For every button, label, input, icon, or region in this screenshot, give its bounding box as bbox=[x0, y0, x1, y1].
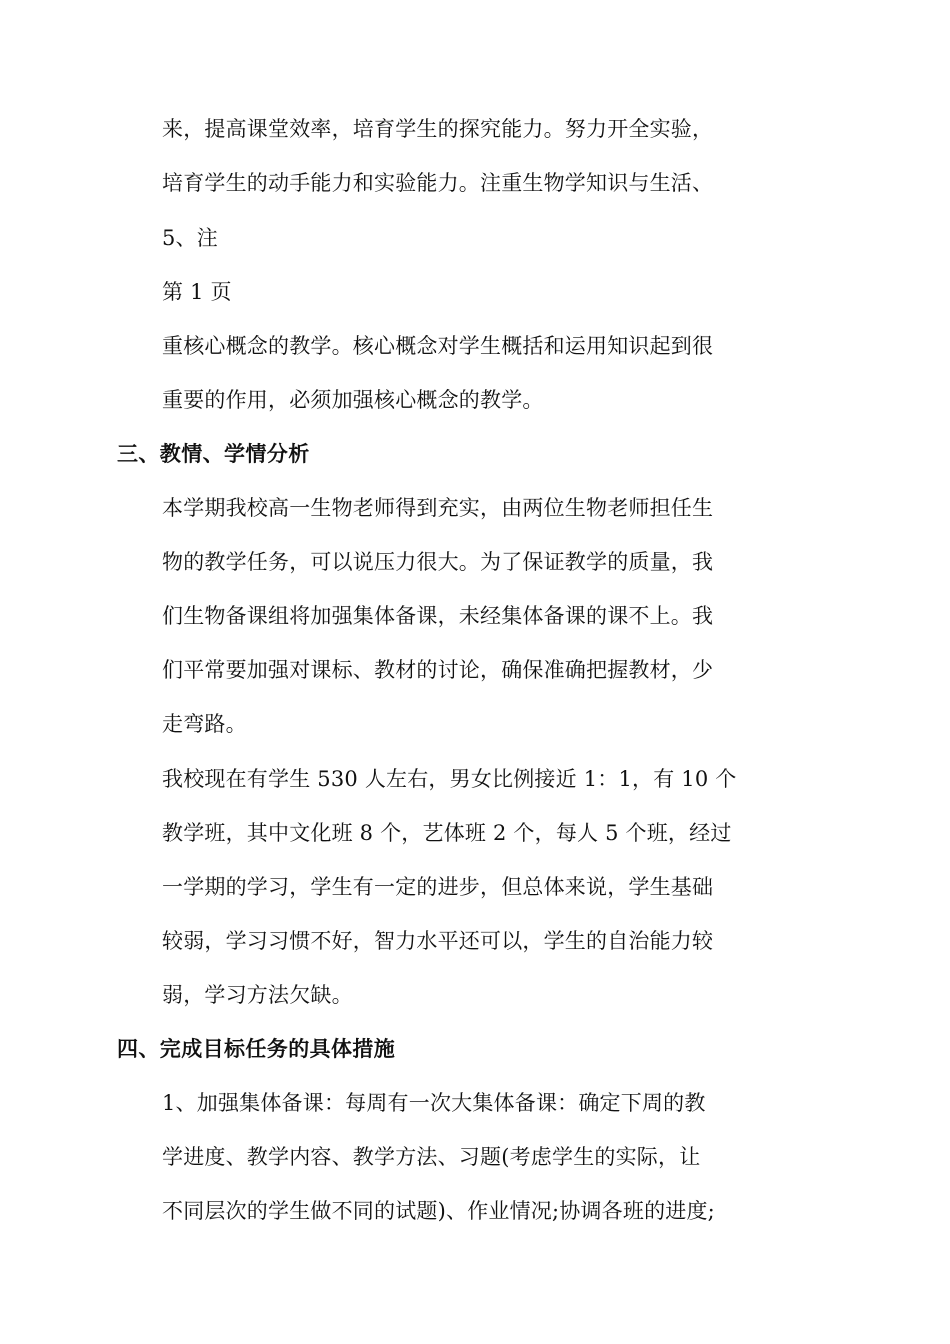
text-line: 培育学生的动手能力和实验能力。注重生物学知识与生活、 bbox=[162, 171, 714, 195]
text-line: 重核心概念的教学。核心概念对学生概括和运用知识起到很 bbox=[162, 334, 714, 358]
section-heading: 四、完成目标任务的具体措施 bbox=[117, 1036, 396, 1061]
page-number: 第 1 页 bbox=[162, 280, 232, 304]
text-line: 来，提高课堂效率，培育学生的探究能力。努力开全实验， bbox=[162, 117, 714, 141]
text-line: 本学期我校高一生物老师得到充实，由两位生物老师担任生 bbox=[162, 496, 714, 520]
text-line: 我校现在有学生 530 人左右，男女比例接近 1：1，有 10 个 bbox=[162, 767, 737, 791]
text-line: 物的教学任务，可以说压力很大。为了保证教学的质量，我 bbox=[162, 550, 714, 574]
text-line: 5、注 bbox=[162, 226, 218, 250]
text-line: 1、加强集体备课：每周有一次大集体备课：确定下周的教 bbox=[162, 1091, 706, 1115]
text-line: 走弯路。 bbox=[162, 712, 247, 736]
text-line: 重要的作用，必须加强核心概念的教学。 bbox=[162, 388, 544, 412]
text-line: 一学期的学习，学生有一定的进步，但总体来说，学生基础 bbox=[162, 875, 714, 899]
text-line: 教学班，其中文化班 8 个，艺体班 2 个，每人 5 个班，经过 bbox=[162, 821, 732, 845]
text-line: 们平常要加强对课标、教材的讨论，确保准确把握教材，少 bbox=[162, 658, 714, 682]
text-line: 弱，学习方法欠缺。 bbox=[162, 983, 353, 1007]
text-line: 学进度、教学内容、教学方法、习题(考虑学生的实际，让 bbox=[162, 1145, 701, 1169]
section-heading: 三、教情、学情分析 bbox=[117, 441, 310, 466]
text-line: 们生物备课组将加强集体备课，未经集体备课的课不上。我 bbox=[162, 604, 714, 628]
text-line: 较弱，学习习惯不好，智力水平还可以，学生的自治能力较 bbox=[162, 929, 714, 953]
text-line: 不同层次的学生做不同的试题)、作业情况;协调各班的进度; bbox=[162, 1199, 715, 1223]
